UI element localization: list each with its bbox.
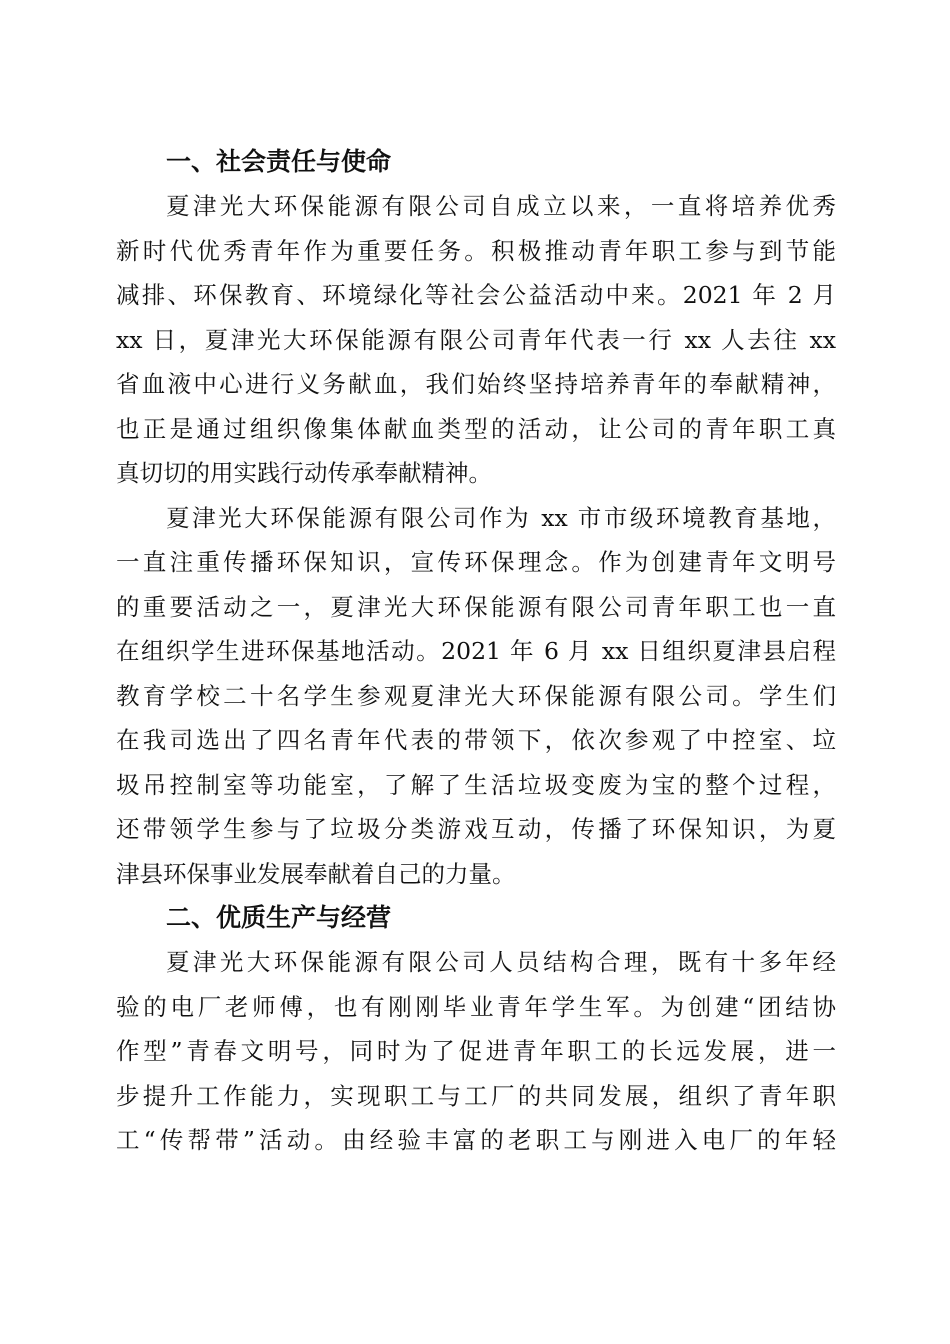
- text-line: 一直注重传播环保知识，宣传环保理念。作为创建青年文明号: [116, 548, 836, 576]
- text-line: 作型”青春文明号，同时为了促进青年职工的长远发展，进一: [116, 1037, 836, 1065]
- text-line: 夏津光大环保能源有限公司人员结构合理，既有十多年经: [166, 948, 836, 976]
- paragraph-staff-structure: [116, 940, 836, 1163]
- text-line: 夏津光大环保能源有限公司作为 xx 市市级环境教育基地，: [166, 503, 836, 532]
- text-line: 省血液中心进行义务献血，我们始终坚持培养青年的奉献精神，: [116, 370, 836, 398]
- paragraph-blood-donation: [116, 184, 836, 496]
- text-line: 夏津光大环保能源有限公司自成立以来，一直将培养优秀: [166, 192, 836, 220]
- text-line: xx 日，夏津光大环保能源有限公司青年代表一行 xx 人去往 xx: [116, 325, 836, 354]
- paragraph-education-base: [116, 496, 836, 897]
- text-line: 津县环保事业发展奉献着自己的力量。: [116, 859, 516, 888]
- text-line: 还带领学生参与了垃圾分类游戏互动，传播了环保知识，为夏: [116, 815, 836, 843]
- text-line: 在我司选出了四名青年代表的带领下，依次参观了中控室、垃: [116, 726, 836, 754]
- text-line: 在组织学生进环保基地活动。2021 年 6 月 xx 日组织夏津县启程: [116, 637, 836, 665]
- text-line: 步提升工作能力，实现职工与工厂的共同发展，组织了青年职: [116, 1081, 836, 1110]
- section-heading-quality-production: 二、优质生产与经营: [166, 903, 392, 932]
- text-line: 也正是通过组织像集体献血类型的活动，让公司的青年职工真: [116, 414, 836, 443]
- text-line: 教育学校二十名学生参观夏津光大环保能源有限公司。学生们: [116, 681, 836, 710]
- text-line: 减排、环保教育、环境绿化等社会公益活动中来。2021 年 2 月: [116, 281, 836, 309]
- section-heading-social-responsibility: 一、社会责任与使命: [166, 147, 392, 176]
- text-line: 新时代优秀青年作为重要任务。积极推动青年职工参与到节能: [116, 236, 836, 265]
- text-line: 圾吊控制室等功能室，了解了生活垃圾变废为宝的整个过程，: [116, 770, 836, 799]
- text-line: 的重要活动之一，夏津光大环保能源有限公司青年职工也一直: [116, 592, 836, 621]
- document-body: [116, 140, 836, 1163]
- text-line: 工“传帮带”活动。由经验丰富的老职工与刚进入电厂的年轻: [116, 1126, 836, 1154]
- text-line: 验的电厂老师傅，也有刚刚毕业青年学生军。为创建“团结协: [116, 992, 836, 1021]
- text-line: 真切切的用实践行动传承奉献精神。: [116, 459, 492, 487]
